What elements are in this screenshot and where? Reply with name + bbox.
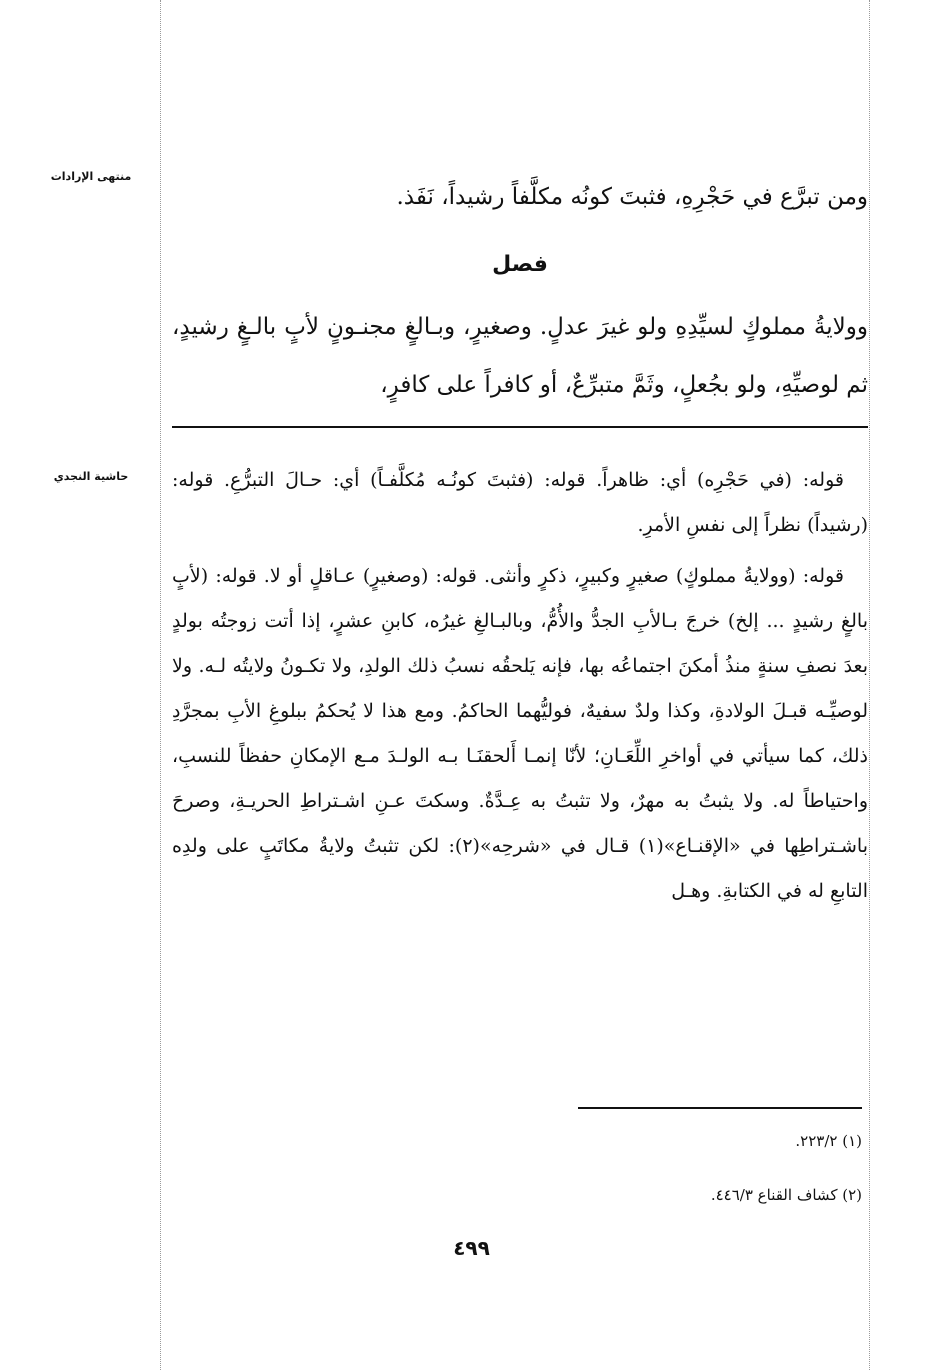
matn-body: وولايةُ مملوكٍ لسيِّدِهِ ولو غيرَ عدلٍ. وصغيرٍ، وبـالغٍ مجنـونٍ لأبٍ بالـغٍ رشيدٍ، ثم لوصيِّهِ، ولو بجُعلٍ، وثَمَّ متبرِّعٌ، أو كافراً على كافرٍ، bbox=[172, 314, 868, 398]
scan-artifact-line bbox=[160, 0, 161, 1370]
section-heading: فصل bbox=[492, 252, 548, 277]
matn-opening-line: ومن تبرَّع في حَجْرِهِ، فثبتَ كونُه مكلَّفاً رشيداً، نَفَذ. bbox=[396, 184, 868, 210]
side-label-matn: منتهى الإرادات bbox=[50, 170, 132, 183]
footnote-separator bbox=[578, 1107, 862, 1109]
sharh-paragraph: قوله: (وولايةُ مملوكٍ) صغيرٍ وكبيرٍ، ذكرٍ وأنثى. قوله: (وصغيرٍ) عـاقلٍ أو لا. قوله: (لأبٍ بالغٍ رشيدٍ ... إلخ) خرجَ بـالأبِ الجدُّ والأُمُّ، وبالبـالغِ غيرُه، كابنِ عشرٍ، إذا أتت زوجتُه بولدٍ بعدَ نصفِ سنةٍ منذُ أمكنَ اجتماعُه بها، فإنه يَلحقُه نسبُ ذلك الولدِ، ولا تكـونُ ولايتُه لـه. ولا لوصيِّـه قبـلَ الولادةِ، وكذا ولدٌ سفيهٌ، فوليُّهما الحاكمُ. ومع هذا لا يُحكمُ ببلوغِ الأبِ بمجرَّدِ ذلك، كما سيأتي في أواخرِ اللِّعَـانِ؛ لأنّا إنمـا أَلحقنَـا بـه الولـدَ مـع الإمكانِ حفظاً للنسبِ، واحتياطاً له. ولا يثبتُ به مهرٌ، ولا تثبتُ به عِـدَّةٌ. وسكتَ عـنِ اشـتراطِ الحريـةِ، وصرحَ باشـتراطِها في «الإقنـاع»(١) قـال في «شرحِه»(٢): لكن تثبتُ ولايةُ مكاتَبٍ على ولدِه التابعِ له في الكتابةِ. وهـل bbox=[172, 565, 869, 902]
matn-sharh-separator bbox=[172, 426, 868, 428]
sharh-paragraph: قوله: (في حَجْرِه) أي: ظاهراً. قوله: (فثبتَ كونُـه مُكلَّفـاً) أي: حـالَ التبرُّعِ. قوله: (رشيداً) نظراً إلى نفسِ الأمرِ. bbox=[172, 469, 868, 536]
footnote-1: (١) ٢٢٣/٢. bbox=[795, 1132, 862, 1150]
side-label-sharh: حاشية النجدي bbox=[53, 470, 129, 483]
sharh-commentary bbox=[172, 458, 868, 914]
footnote-2: (٢) كشاف القناع ٤٤٦/٣. bbox=[710, 1186, 862, 1204]
page-number: ٤٩٩ bbox=[453, 1236, 490, 1260]
scan-artifact-line bbox=[869, 0, 870, 1370]
